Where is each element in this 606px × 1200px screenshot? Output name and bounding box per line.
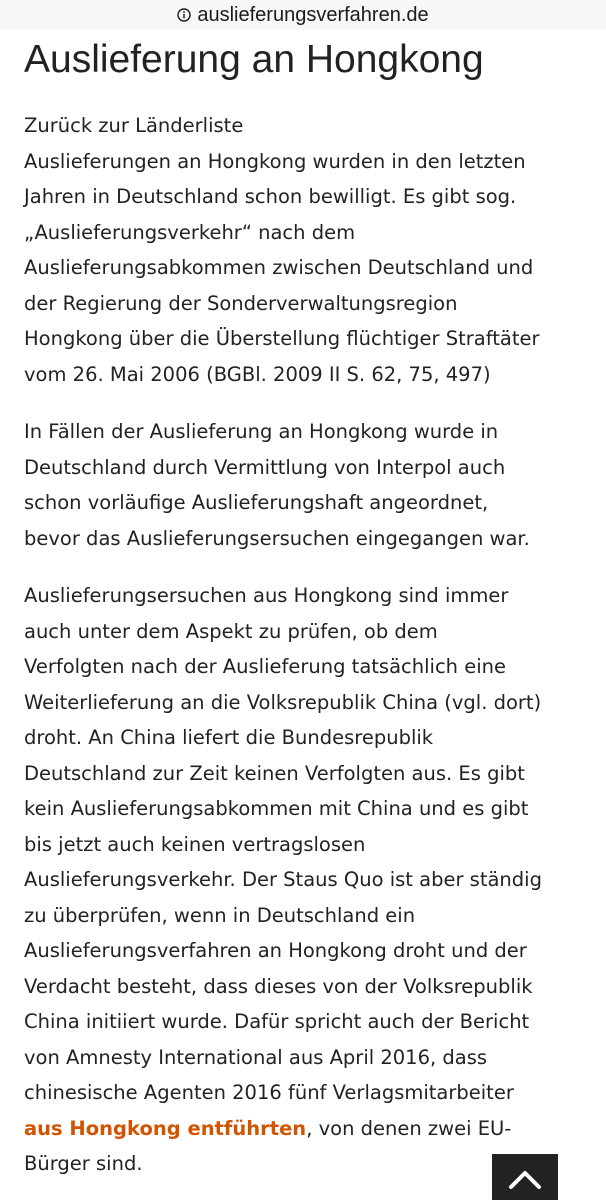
text-line: Jahren in Deutschland schon bewilligt. Es gibt sog. xyxy=(24,185,517,208)
text-line: droht. An China liefert die Bundesrepublik xyxy=(24,726,434,749)
text-line: bevor das Auslieferungsersuchen eingegangen war. xyxy=(24,526,530,550)
text-line: In Fällen der Auslieferung an Hongkong wurde in xyxy=(24,420,499,443)
text-line: Deutschland zur Zeit keinen Verfolgten aus. Es gibt xyxy=(24,761,525,785)
text-line: kein Auslieferungsabkommen mit China und es gibt xyxy=(24,797,529,820)
kidnapping-article-link[interactable]: aus Hongkong entführten xyxy=(24,1116,307,1140)
text-line: Bürger sind. xyxy=(24,1152,143,1175)
text-line-with-link xyxy=(24,1111,584,1147)
text-line: Auslieferungsverfahren an Hongkong droht und der xyxy=(24,939,527,962)
paragraph-1 xyxy=(24,108,584,392)
paragraph-3 xyxy=(24,578,584,1182)
text-line: Hongkong über die Überstellung flüchtiger Straftäter xyxy=(24,327,540,350)
text-line: Deutschland durch Vermittlung von Interpol auch xyxy=(24,455,506,479)
text-line: schon vorläufige Auslieferungshaft angeordnet, xyxy=(24,491,489,514)
text-line: auch unter dem Aspekt zu prüfen, ob dem xyxy=(24,619,438,643)
page-title: Auslieferung an Hongkong xyxy=(24,38,484,81)
text-line: Weiterlieferung an die Volksrepublik China (vgl. dort) xyxy=(24,690,542,714)
text-line: bis jetzt auch keinen vertragslosen xyxy=(24,832,366,856)
text-line: Auslieferungen an Hongkong wurden in den letzten xyxy=(24,149,526,173)
text-line: Auslieferungsverkehr. Der Staus Quo ist aber ständig xyxy=(24,868,542,891)
back-to-country-list-link[interactable]: Zurück zur Länderliste xyxy=(24,114,244,137)
url-text[interactable]: auslieferungsverfahren.de xyxy=(197,3,429,26)
text-line: chinesische Agenten 2016 fünf Verlagsmitarbeiter xyxy=(24,1081,514,1104)
browser-url-bar[interactable] xyxy=(0,0,606,30)
text-line: Verfolgten nach der Auslieferung tatsächlich eine xyxy=(24,655,506,678)
article-body xyxy=(24,108,584,1200)
paragraph-2 xyxy=(24,414,584,556)
text-line: vom 26. Mai 2006 (BGBl. 2009 II S. 62, 75, 497) xyxy=(24,362,491,386)
text-line: Auslieferungsabkommen zwischen Deutschland und xyxy=(24,256,534,279)
text-line: China initiiert wurde. Dafür spricht auch der Bericht xyxy=(24,1010,530,1033)
scroll-to-top-button[interactable] xyxy=(492,1154,558,1200)
text-line: Verdacht besteht, dass dieses von der Volksrepublik xyxy=(24,974,533,998)
text-fragment: , von denen zwei EU- xyxy=(306,1116,512,1140)
info-circle-icon[interactable] xyxy=(177,8,191,22)
text-line: „Auslieferungsverkehr“ nach dem xyxy=(24,220,356,244)
text-line: der Regierung der Sonderverwaltungsregion xyxy=(24,291,458,315)
text-line: von Amnesty International aus April 2016, dass xyxy=(24,1045,488,1069)
chevron-up-icon xyxy=(507,1154,543,1190)
text-line: zu überprüfen, wenn in Deutschland ein xyxy=(24,903,416,927)
text-line: Auslieferungsersuchen aus Hongkong sind immer xyxy=(24,584,509,607)
